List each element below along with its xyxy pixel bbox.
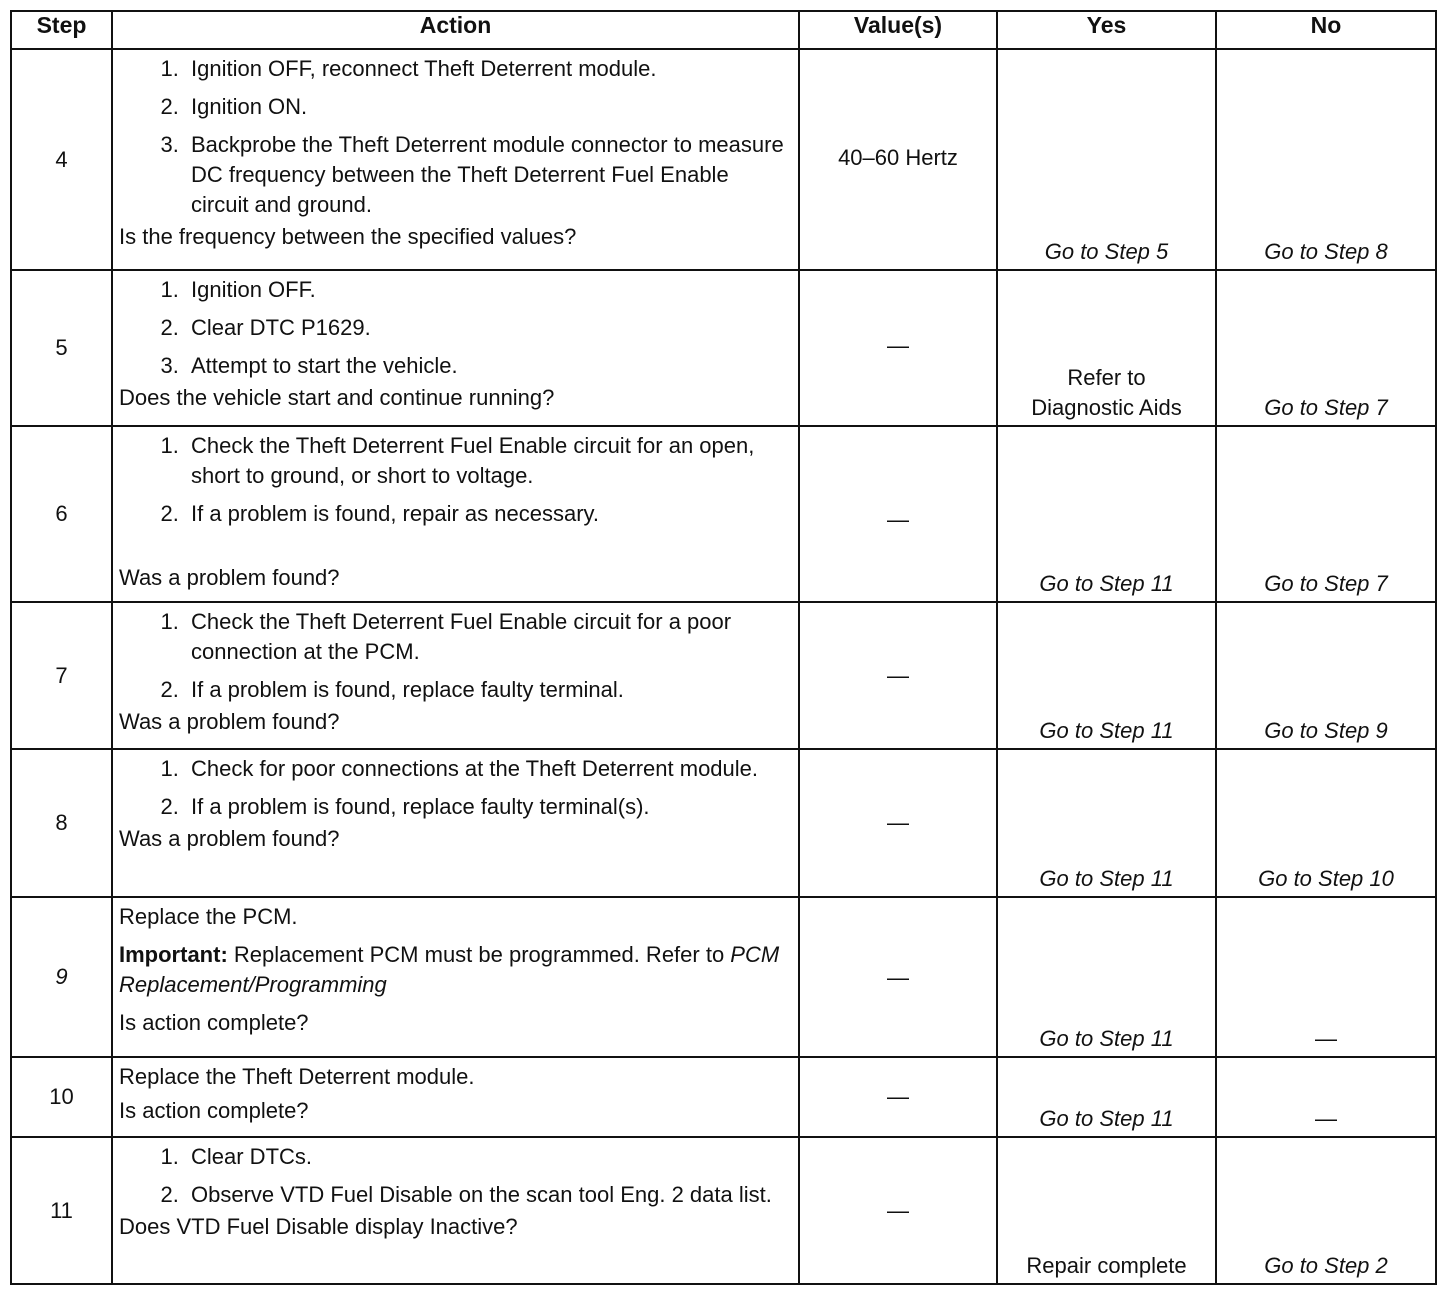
table-row xyxy=(11,426,1436,602)
value-cell xyxy=(799,1057,997,1137)
value-text: — xyxy=(887,1084,909,1109)
header-action: Action xyxy=(112,11,799,49)
important-note xyxy=(119,940,792,1000)
step-number: 5 xyxy=(11,270,112,426)
value-text: — xyxy=(887,965,909,990)
step-number: 4 xyxy=(11,49,112,270)
value-cell xyxy=(799,426,997,602)
action-step: 1. Check the Theft Deterrent Fuel Enable circuit for an open, short to ground, or short to voltage. xyxy=(185,431,792,491)
action-cell xyxy=(112,602,799,749)
action-cell xyxy=(112,897,799,1057)
value-text: — xyxy=(887,810,909,835)
yes-line: Refer to xyxy=(1067,365,1146,390)
table-row xyxy=(11,897,1436,1057)
value-text: — xyxy=(887,1198,909,1223)
table-row xyxy=(11,602,1436,749)
action-step: 1. Ignition OFF, reconnect Theft Deterrent module. xyxy=(185,54,792,84)
action-step: 3. Backprobe the Theft Deterrent module connector to measure DC frequency between the Theft Deterrent Fuel Enable circuit and ground. xyxy=(185,130,792,220)
action-question: Was a problem found? xyxy=(119,565,340,590)
value-cell xyxy=(799,1137,997,1284)
yes-cell: Go to Step 11 xyxy=(997,749,1216,897)
yes-cell: Go to Step 5 xyxy=(997,49,1216,270)
action-step: 1. Check for poor connections at the Theft Deterrent module. xyxy=(185,754,792,784)
important-label: Important: xyxy=(119,942,228,967)
action-step: 2. If a problem is found, replace faulty terminal. xyxy=(185,675,792,705)
action-step: 2. If a problem is found, replace faulty terminal(s). xyxy=(185,792,792,822)
action-question: Was a problem found? xyxy=(119,826,340,851)
action-cell xyxy=(112,49,799,270)
action-steps xyxy=(119,754,792,822)
step-number: 10 xyxy=(11,1057,112,1137)
value-cell xyxy=(799,49,997,270)
no-cell: Go to Step 7 xyxy=(1216,270,1436,426)
action-cell xyxy=(112,426,799,602)
value-text: 40–60 Hertz xyxy=(838,145,958,170)
important-reference: PCM Replacement/Programming xyxy=(119,942,780,997)
yes-cell xyxy=(997,270,1216,426)
action-steps xyxy=(119,275,792,381)
yes-cell: Go to Step 11 xyxy=(997,426,1216,602)
value-text: — xyxy=(887,333,909,358)
action-cell xyxy=(112,1137,799,1284)
action-intro: Replace the Theft Deterrent module. xyxy=(119,1064,475,1089)
action-cell xyxy=(112,270,799,426)
action-question: Was a problem found? xyxy=(119,709,340,734)
no-cell: Go to Step 2 xyxy=(1216,1137,1436,1284)
step-number: 6 xyxy=(11,426,112,602)
action-question: Is the frequency between the specified values? xyxy=(119,224,577,249)
action-question: Is action complete? xyxy=(119,1010,309,1035)
action-question: Does VTD Fuel Disable display Inactive? xyxy=(119,1214,518,1239)
value-text: — xyxy=(887,507,909,532)
header-no: No xyxy=(1216,11,1436,49)
action-step: 1. Clear DTCs. xyxy=(185,1142,792,1172)
diagnostic-table xyxy=(10,10,1437,1285)
yes-cell: Go to Step 11 xyxy=(997,1057,1216,1137)
action-step: 1. Check the Theft Deterrent Fuel Enable circuit for a poor connection at the PCM. xyxy=(185,607,792,667)
table-row xyxy=(11,270,1436,426)
value-cell xyxy=(799,749,997,897)
action-step: 2. Ignition ON. xyxy=(185,92,792,122)
action-steps xyxy=(119,607,792,705)
action-steps xyxy=(119,431,792,529)
table-row xyxy=(11,749,1436,897)
step-number: 7 xyxy=(11,602,112,749)
value-cell xyxy=(799,270,997,426)
value-cell xyxy=(799,602,997,749)
important-text: Replacement PCM must be programmed. Refer to xyxy=(227,942,731,967)
header-row xyxy=(11,11,1436,49)
table-row xyxy=(11,1057,1436,1137)
header-step: Step xyxy=(11,11,112,49)
no-cell: — xyxy=(1216,1057,1436,1137)
action-cell xyxy=(112,749,799,897)
table-row xyxy=(11,49,1436,270)
action-step: 2. Clear DTC P1629. xyxy=(185,313,792,343)
action-question: Does the vehicle start and continue running? xyxy=(119,385,555,410)
action-question: Is action complete? xyxy=(119,1098,309,1123)
action-steps xyxy=(119,54,792,220)
header-values: Value(s) xyxy=(799,11,997,49)
step-number: 9 xyxy=(11,897,112,1057)
value-text: — xyxy=(887,663,909,688)
no-cell: — xyxy=(1216,897,1436,1057)
no-cell: Go to Step 7 xyxy=(1216,426,1436,602)
action-cell xyxy=(112,1057,799,1137)
action-steps xyxy=(119,1142,792,1210)
action-step: 2. If a problem is found, repair as necessary. xyxy=(185,499,792,529)
action-step: 1. Ignition OFF. xyxy=(185,275,792,305)
action-intro: Replace the PCM. xyxy=(119,904,298,929)
yes-cell: Go to Step 11 xyxy=(997,602,1216,749)
no-cell: Go to Step 10 xyxy=(1216,749,1436,897)
value-cell xyxy=(799,897,997,1057)
step-number: 11 xyxy=(11,1137,112,1284)
yes-line: Diagnostic Aids xyxy=(1031,395,1182,420)
yes-cell: Repair complete xyxy=(997,1137,1216,1284)
header-yes: Yes xyxy=(997,11,1216,49)
action-step: 3. Attempt to start the vehicle. xyxy=(185,351,792,381)
yes-cell: Go to Step 11 xyxy=(997,897,1216,1057)
action-step: 2. Observe VTD Fuel Disable on the scan tool Eng. 2 data list. xyxy=(185,1180,792,1210)
table-row xyxy=(11,1137,1436,1284)
no-cell: Go to Step 9 xyxy=(1216,602,1436,749)
step-number: 8 xyxy=(11,749,112,897)
no-cell: Go to Step 8 xyxy=(1216,49,1436,270)
